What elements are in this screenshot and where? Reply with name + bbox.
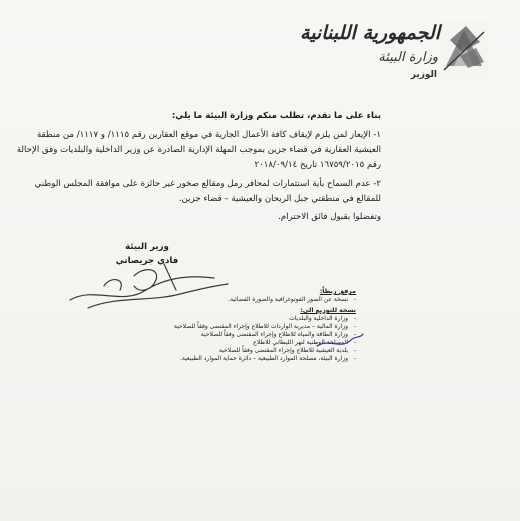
intro-line: بناء على ما تقدم، تطلب منكم وزارة البيئة ما يلي: — [171, 111, 381, 121]
minister-label: الوزير — [410, 70, 437, 80]
republic-title: الجمهورية اللبنانية — [300, 22, 440, 44]
attachment-list — [156, 296, 356, 304]
handwritten-mark-icon — [315, 330, 365, 354]
list-item: - وزارة البيئة، مصلحة الموارد الطبيعية – دائرة حماية الموارد الطبيعية. — [156, 355, 356, 363]
paragraph-1: ١- الإيعاز لمن يلزم لإيقاف كافة الأعمال الجارية في موقع العقارين رقم ١١١٥/ و ١١١٧/ من منطقة العيشية العقارية في قضاء جزين بموجب المهلة الإدارية الصادرة عن وزير الداخلية والبلديات وفق الإحالة رقم ١٦٧٥٩/٢٠١٥ تاريخ ٢٠١٨/٠٩/١٤ — [16, 130, 381, 170]
paragraph-2: ٢- عدم السماح بأية استثمارات لمحافر رمل ومقالع صخور غير حائزة على موافقة المجلس الوطني للمقالع في منطقتي جبل الريحان والعيشية – قضاء جزين. — [34, 179, 381, 204]
list-item: - بلدية العيشية للاطلاع وإجراء المقتضى وفقاً للصلاحية — [156, 347, 356, 355]
list-item: - وزارة الطاقة والمياه للاطلاع وإجراء المقتضى وفقاً للصلاحية — [156, 331, 356, 339]
list-item: - نسخة عن الصور الفوتوغرافية والصورة الفضائية. — [156, 296, 356, 304]
list-item: - وزارة الداخلية والبلديات — [156, 315, 356, 323]
list-item: - وزارة المالية – مديرية الواردات للاطلاع وإجراء المقتضى وفقاً للصلاحية — [156, 323, 356, 331]
signatory-title: وزير البيئة — [125, 242, 169, 252]
list-item: - المصلحة الوطنية لنهر الليطاني للاطلاع — [156, 339, 356, 347]
signatory-name: فادي جريصاتي — [115, 256, 179, 266]
copies-heading: نسخة للتوزيع الى: — [300, 307, 356, 314]
attachment-heading: مرفق ربطاً: — [319, 288, 356, 295]
ministry-name: وزارة البيئة — [378, 50, 438, 65]
ministry-logo-icon — [440, 22, 488, 74]
closing-line: وتفضلوا بقبول فائق الاحترام. — [278, 212, 381, 222]
